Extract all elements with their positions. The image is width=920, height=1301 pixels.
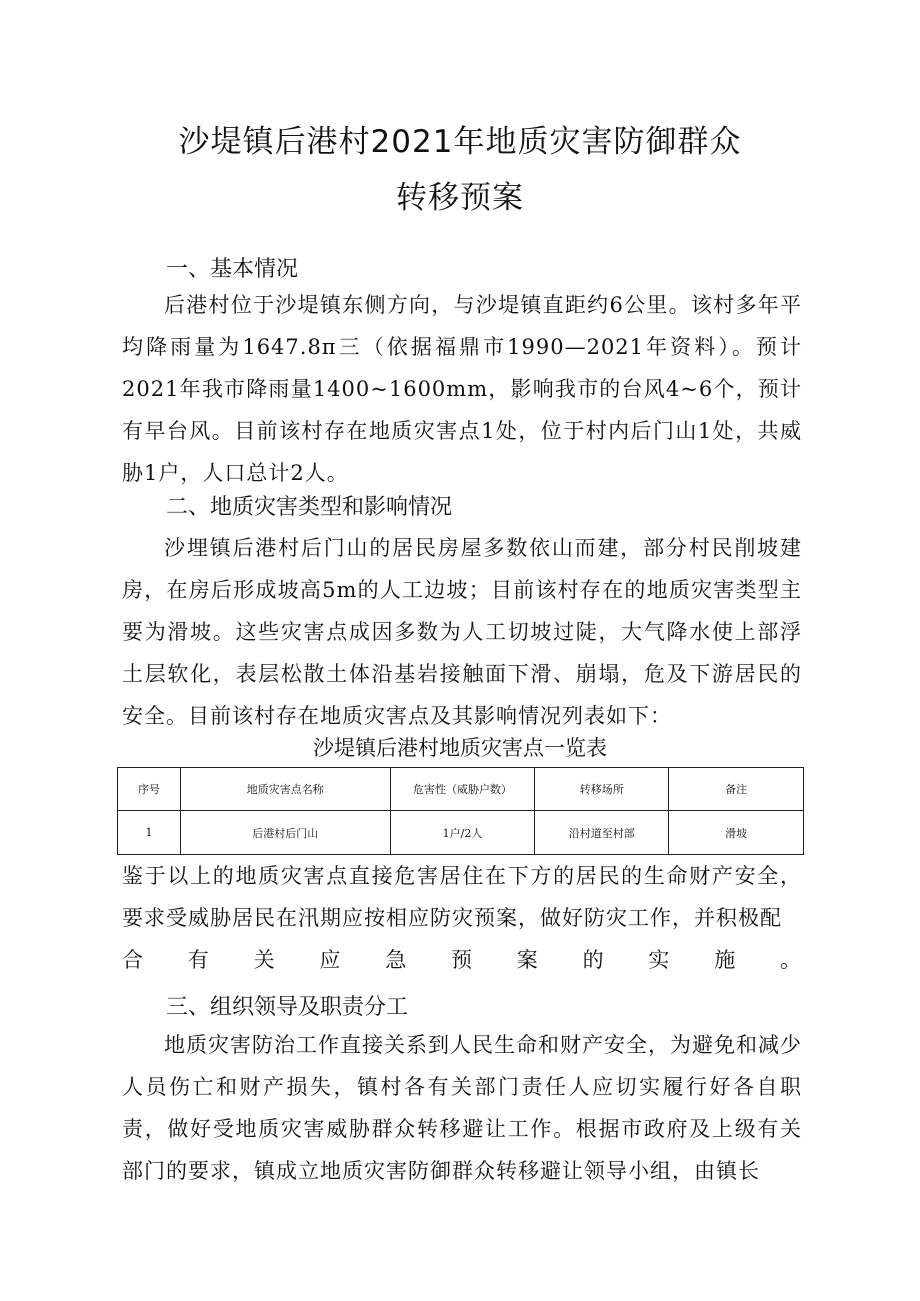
section-paragraph-hazard-types: 沙埋镇后港村后门山的居民房屋多数依山而建，部分村民削坡建房，在房后形成坡高5m的人工边坡；目前该村存在的地质灾害类型主要为滑坡。这些灾害点成因多数为人工切坡过陡，大气降水使上部浮土层软化，表层松散土体沿基岩接触面下滑、崩塌，危及下游居民的安全。目前该村存在地质灾害点及其影响情况列表如下： [122, 536, 802, 728]
section-paragraph-basic: 后港村位于沙堤镇东侧方向，与沙堤镇直距约6公里。该村多年平均降雨量为1647.8π三（依据福鼎市1990—2021年资料）。预计2021年我市降雨量1400~1600mm，影响我市的台风4~6个，预计有早台风。目前该村存在地质灾害点1处，位于村内后门山1处，共威胁1户，人口总计2人。 [122, 293, 802, 485]
table-cell: 沿村道至村部 [535, 811, 669, 855]
table-row [118, 811, 804, 855]
table-cell: 1户/2人 [390, 811, 535, 855]
section-heading-basic: 一、基本情况 [166, 257, 299, 282]
table-header-cell: 危害性（威胁户数） [390, 768, 535, 811]
section-heading-hazard-types: 二、地质灾害类型和影响情况 [166, 495, 453, 520]
after-table-last-line: 合有关应急预案的实施。 [122, 948, 802, 972]
table-title: 沙堤镇后港村地质灾害点一览表 [313, 736, 607, 760]
table-cell: 1 [118, 811, 181, 855]
table-header-cell: 备注 [669, 768, 804, 811]
table-header-row [118, 768, 804, 811]
table-cell: 后港村后门山 [180, 811, 390, 855]
after-table-paragraph: 鉴于以上的地质灾害点直接危害居住在下方的居民的生命财产安全，要求受威胁居民在汛期应按相应防灾预案，做好防灾工作，并积极配 [122, 864, 802, 930]
section-paragraph-organization: 地质灾害防治工作直接关系到人民生命和财产安全，为避免和减少人员伤亡和财产损失，镇村各有关部门责任人应切实履行好各自职责，做好受地质灾害威胁群众转移避让工作。根据市政府及上级有关部门的要求，镇成立地质灾害防御群众转移避让领导小组，由镇长 [122, 1033, 802, 1183]
doc-title-line2: 转移预案 [396, 180, 524, 216]
table-header-cell: 转移场所 [535, 768, 669, 811]
section-heading-organization: 三、组织领导及职责分工 [166, 995, 409, 1020]
table-cell: 滑坡 [669, 811, 804, 855]
doc-title-line1: 沙堤镇后港村2021年地质灾害防御群众 [178, 124, 742, 160]
table-header-cell: 地质灾害点名称 [180, 768, 390, 811]
table-header-cell: 序号 [118, 768, 181, 811]
hazard-table [117, 767, 804, 855]
